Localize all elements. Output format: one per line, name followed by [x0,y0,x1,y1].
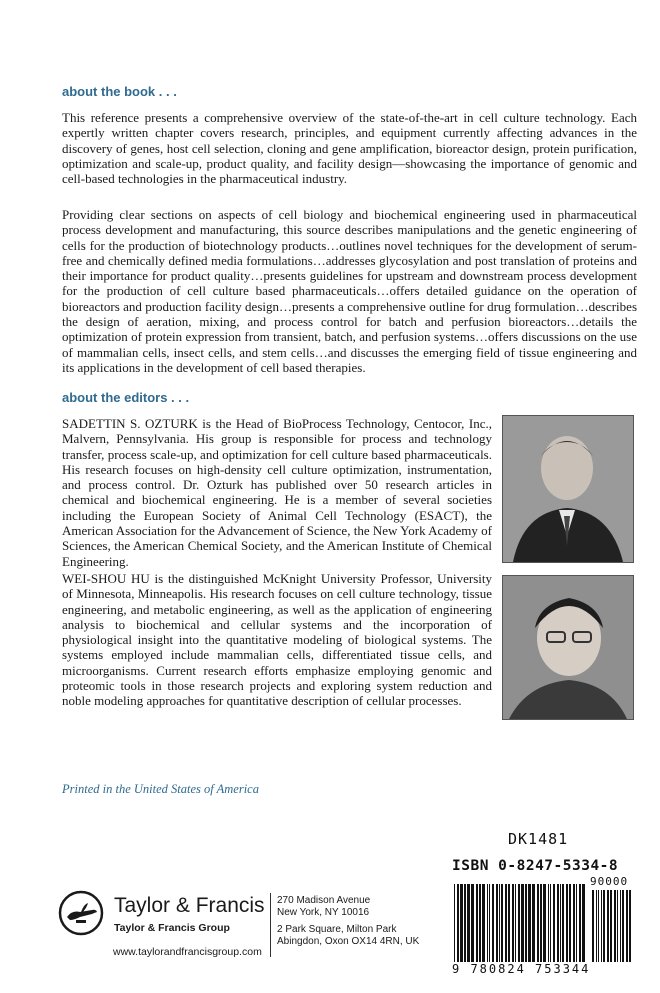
barcode-addon-bar [620,890,621,962]
portrait-silhouette-icon [503,576,633,719]
publisher-divider [270,893,271,957]
barcode-bar [501,884,503,962]
editor-ozturk-photo [502,415,634,563]
barcode-bar [464,884,466,962]
barcode-addon-bar [607,890,609,962]
printed-in-usa: Printed in the United States of America [62,782,259,796]
barcode-addon-bar [614,890,616,962]
barcode-bar [540,884,542,962]
address-uk-line-1: 2 Park Square, Milton Park [277,924,397,935]
barcode-bar [489,884,490,962]
publisher-url[interactable]: www.taylorandfrancisgroup.com [113,946,262,958]
barcode-bar [537,884,539,962]
barcode-bar [496,884,498,962]
barcode-bar [460,884,463,962]
barcode-bar [512,884,514,962]
barcode-bar [508,884,510,962]
barcode-bar [467,884,470,962]
barcode-bar [560,884,561,962]
barcode-bar [505,884,507,962]
barcode-bar [543,884,546,962]
barcode-digits: 9 780824 753344 [452,962,591,976]
publisher-group: Taylor & Francis Group [114,922,230,934]
barcode-bar [482,884,485,962]
barcode-bar [499,884,500,962]
barcode-bar [553,884,555,962]
editor-ozturk-bio: SADETTIN S. OZTURK is the Head of BioProcess Technology, Centocor, Inc., Malvern, Pennsylvania. His group is responsible for process and technology transfer, process scale-up, and optimization for cell culture based pharmaceuticals. His research focuses on high-density cell culture optimization, instrumentation, and process control. Dr. Ozturk has published over 50 research articles in chemical and biochemical engineering. He is a member of several societies including the European Society of Animal Cell Technology (ESACT), the American Association for the Advancement of Science, the New York Academy of Sciences, the American Chemical Society, and the American Institute of Chemical Engineering. [62,416,492,569]
barcode-bar [579,884,581,962]
barcode-addon-bar [601,890,602,962]
barcode-addon-bar [598,890,599,962]
about-book-heading: about the book . . . [62,84,177,99]
publisher-address-us [277,895,370,919]
barcode-addon-bar [596,890,597,962]
barcode-bar [562,884,564,962]
about-book-paragraph-1: This reference presents a comprehensive overview of the state-of-the-art in cell culture technology. Each expertly written chapter covers research, principles, and equipment currently affecting advances in the discovery of genes, host cell selection, cloning and gene amplification, bioreactor design, protein purification, optimization and scale-up, product quality, and facility design—showcasing the importance of genomic and cell-based technologies in the pharmaceutical industry. [62,110,637,187]
address-us-line-2: New York, NY 10016 [277,907,370,918]
publisher-name: Taylor & Francis [114,894,265,917]
barcode-bar [525,884,527,962]
barcode-addon-bar [610,890,612,962]
barcode-bar [566,884,568,962]
barcode-addon-bar [626,890,628,962]
barcode-bar [548,884,549,962]
barcode-bar [518,884,520,962]
editor-hu-photo [502,575,634,720]
barcode-addon-bar [617,890,618,962]
publisher-address-uk [277,924,419,948]
editor-hu-bio: WEI-SHOU HU is the distinguished McKnight University Professor, University of Minnesota, Minneapolis. His research focuses on cell culture technology, tissue engineering, and metabolic engineering, as well as the application of engineering analysis to biochemical and cellular systems and the incorporation of physiological insight into the quantitative modeling of biological systems. The systems employed include mammalian cells, differentiated tissue cells, and microorganisms. Current research efforts emphasize employing genomic and proteomic tools in those research projects and exploring system reduction and noble modeling approaches for quantitative description of cellular processes. [62,571,492,709]
isbn-label: ISBN 0-8247-5334-8 [452,858,619,874]
barcode-addon-digits: 90000 [590,875,629,888]
barcode-addon-bar [603,890,605,962]
barcode-bar [528,884,531,962]
barcode-bar [479,884,481,962]
barcode-bar [521,884,524,962]
barcode-bar [492,884,494,962]
barcode-addon-bar [629,890,631,962]
barcode-bar [573,884,575,962]
barcode-bar [471,884,474,962]
catalog-code: DK1481 [508,830,569,848]
barcode-bar [457,884,459,962]
barcode-bar [576,884,577,962]
address-uk-line-2: Abingdon, Oxon OX14 4RN, UK [277,936,420,947]
barcode-addon-bar [592,890,594,962]
barcode-bar [532,884,535,962]
address-us-line-1: 270 Madison Avenue [277,895,371,906]
barcode-bar [454,884,455,962]
barcode-addon-bar [622,890,624,962]
barcode-bar [487,884,488,962]
barcode-bar [550,884,551,962]
about-book-paragraph-2: Providing clear sections on aspects of cell biology and biochemical engineering used in pharmaceutical process development and manufacturing, this source describes manipulations and the genetic engineering of cells for the production of biotechnology products…outlines novel techniques for the development of serum-free and chemically defined media formulations…addresses glycosylation and post translation of proteins and their importance for product quality…presents guidelines for upstream and downstream process development for the production of cell culture based pharmaceuticals…offers detailed guidance on the operation of bioreactors and production facility design…presents a comprehensive outline for drug formulation…describes the design of aeration, mixing, and process control for batch and perfusion bioreactors…details the optimization of protein expression from transient, batch, and perfusion systems…offers discussions on the use of mammalian cells, insect cells, and stem cells…and discusses the emerging field of tissue engineering and its applications in the development of cell based therapies. [62,207,637,375]
about-editors-heading: about the editors . . . [62,390,190,405]
barcode-bar [515,884,516,962]
barcode-bar [569,884,571,962]
barcode-bar [557,884,559,962]
portrait-silhouette-icon [503,416,633,562]
barcode-bar [582,884,585,962]
taylor-francis-lamp-icon [58,890,104,936]
barcode-bar [476,884,478,962]
